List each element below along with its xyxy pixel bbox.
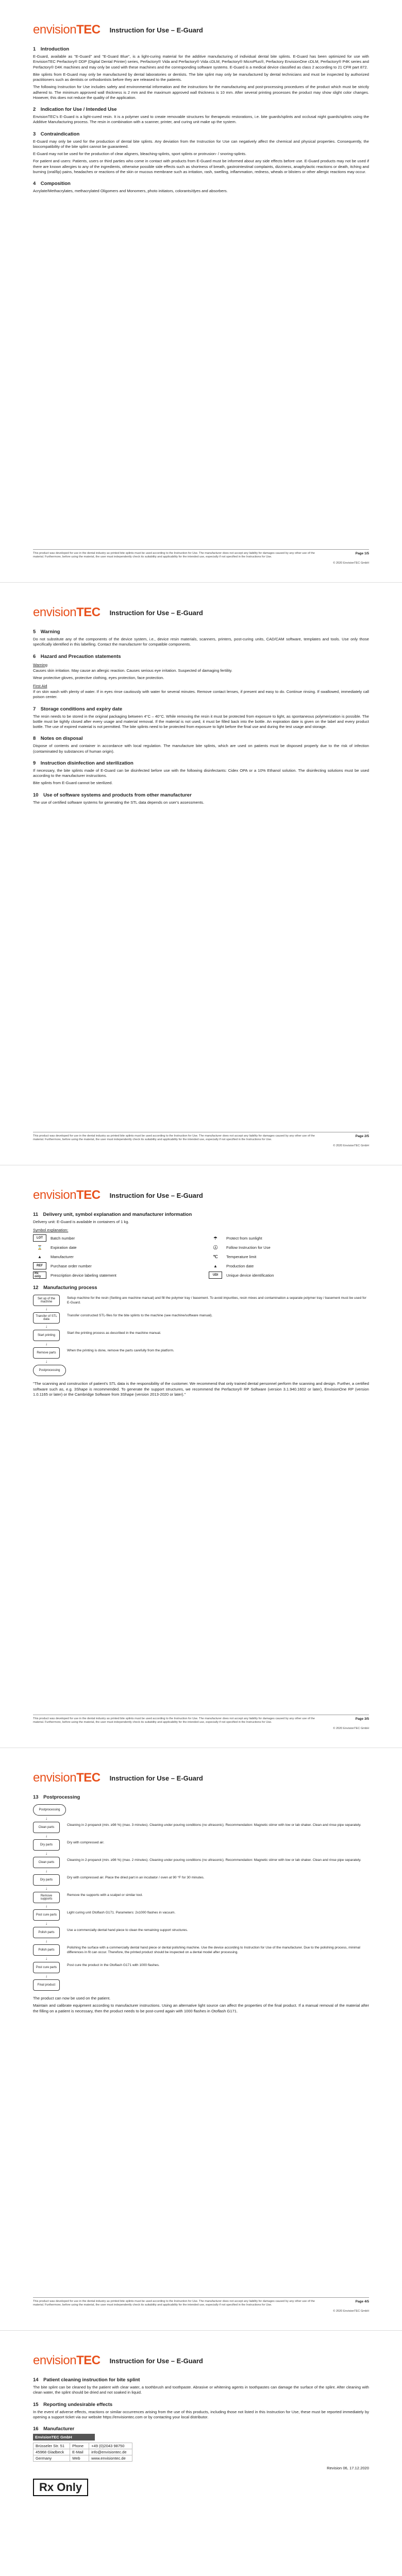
page-3 — [0, 1165, 402, 1748]
rx-only-badge: Rx Only — [33, 2479, 88, 2496]
flow-arrow: ↓ — [45, 1869, 47, 1873]
flow-step — [33, 1962, 369, 1973]
process-flow — [33, 1295, 369, 1376]
footer-text: This product was developed for use in the dental industry as printed bite splints must be used according to the Instruction for Use. The manufacturer does not accept any liability for damages caused by any other use of the material. Furthermore, before using the material, the user must independently check its suitability and applicability for the intended use, especially if not specified in the Instructions for Use. — [33, 1134, 315, 1142]
copyright: © 2020 EnvisionTEC GmbH — [333, 1144, 369, 1147]
address-line: Brüsseler Str. 51 — [34, 2443, 70, 2449]
section-title: 10 Use of software systems and products from other manufacturer — [33, 792, 192, 798]
flow-text: Cleaning in 2-propanol (min. ≥98 %) (max. 3 minutes). Cleaning under pouring conditions (no ultrasonic). Recommendation: Magnetic stirrer with low or lab shaker. Clean and rinse pipe separately. — [67, 1823, 361, 1827]
symbol-label: Production date — [226, 1263, 254, 1268]
symbol-entry — [33, 1262, 193, 1269]
paragraph: Acrylate/Methacrylates, methacrylated Oligomers and Monomers, photo initiators, colorants/dyes and absorbers. — [33, 189, 228, 193]
symbol-label: Expiration date — [51, 1245, 77, 1250]
brand-logo: envisionTEC — [33, 2353, 100, 2367]
page-number: Page 3/5 — [355, 1717, 369, 1721]
paragraph: E-Guard may only be used for the production of dental bite splints. Any deviation from the Instruction for Use can negatively affect the chemical and physical properties. Consequently, the biocompatibility of the bite splint cannot be guaranteed. — [33, 139, 369, 149]
paragraph: For patient and users: Patients, users or third parties who come in contact with products from E-Guard must be informed about any side effects before use. E-Guard products may not be used if there are known allergies to any of the ingredients, otherwise possible side effects such as shortness of breath, gastrointestinal complaints, dizziness, anaphylactic reactions or death, itching and burning (oral/lip) pains, headaches or reactions of the skin or mucous membrane such as irritation, rash, swelling, inflammation, redness, wheals or blisters or other allergic reactions may occur. — [33, 159, 369, 174]
footer-text: This product was developed for use in the dental industry as printed bite splints must be used according to the Instruction for Use. The manufacturer does not accept any liability for damages caused by any other use of the material. Furthermore, before using the material, the user must independently check its suitability and applicability for the intended use, especially if not specified in the Instructions for Use. — [33, 1717, 315, 1724]
copyright: © 2020 EnvisionTEC GmbH — [333, 2310, 369, 2313]
paragraph: Maintain and calibrate equipment according to manufacturer instructions. Using an alternative light source can affect the properties of the final product. If a manual removal of the material after the filling on a patient is necessary, then the product needs to be post-cured again with 1000 flashes in Otoflash G171. — [33, 2003, 369, 2013]
paragraph: The product can now be used on the patient. — [33, 1996, 111, 2001]
symbol-icon: ▲ — [213, 1263, 217, 1268]
page-number: Page 1/5 — [355, 552, 369, 555]
header-title: Instruction for Use – E-Guard — [109, 1774, 203, 1782]
brand-logo: envisionTEC — [33, 1188, 100, 1202]
flow-step — [33, 1347, 369, 1359]
section-title: 5 Warning — [33, 629, 60, 635]
symbol-label: Batch number — [51, 1235, 75, 1241]
flow-arrow: ↓ — [45, 1956, 47, 1961]
page-5 — [0, 2331, 402, 2576]
brand-logo: envisionTEC — [33, 23, 100, 37]
header-title: Instruction for Use – E-Guard — [109, 608, 203, 617]
flow-box: Remove parts — [33, 1347, 60, 1359]
paragraph: Bite splints from E-Guard cannot be sterilized. — [33, 781, 113, 786]
page-4 — [0, 1748, 402, 2331]
symbol-label: Manufacturer — [51, 1254, 74, 1259]
flow-box: Final product — [33, 1979, 60, 1991]
flow-box: Dry parts — [33, 1839, 60, 1851]
symbol-icon: ☂ — [213, 1235, 217, 1241]
section-title: 7 Storage conditions and expiry date — [33, 706, 123, 712]
flow-text: Remove the supports with a scalpel or similar tool. — [67, 1893, 143, 1897]
page-1 — [0, 0, 402, 583]
flow-arrow: ↓ — [45, 1307, 47, 1312]
flow-step — [33, 1365, 369, 1376]
page-header — [33, 605, 369, 620]
section-title: 8 Notes on disposal — [33, 736, 83, 742]
paragraph: If on skin wash with plenty of water. If in eyes rinse cautiously with water for several minutes. Remove contact lenses, if present and easy to do. Continue rinsing. If swallowed, immediately call poison center. — [33, 689, 369, 700]
section-title: 2 Indication for Use / Intended Use — [33, 107, 117, 112]
symbol-icon: ℃ — [213, 1254, 218, 1259]
paragraph: Bite splints from E-Guard may only be manufactured by dental laboratories or dentists. The bite splint may only be manufactured by dental technicians and must be inspected by authorized practitioners such as dentists or orthodontists before they are released to the patients. — [33, 72, 369, 82]
flow-arrow: ↓ — [45, 1834, 47, 1838]
manufacturer-name: EnvisionTEC GmbH — [33, 2434, 95, 2441]
flow-text: Start the printing process as described in the machine manual. — [67, 1331, 161, 1335]
contact-label: E-Mail — [70, 2449, 89, 2455]
brand-logo: envisionTEC — [33, 605, 100, 619]
section-title: 3 Contraindication — [33, 131, 80, 137]
flow-step — [33, 1892, 369, 1903]
flow-step — [33, 1944, 369, 1956]
flow-box: Postprocessing — [33, 1804, 66, 1816]
symbol-icon: ▲ — [38, 1254, 42, 1259]
flow-text: When the printing is done, remove the parts carefully from the platform. — [67, 1349, 174, 1353]
manufacturer-table — [33, 2443, 132, 2462]
flow-step — [33, 1295, 369, 1306]
flow-text: Setup machine for the resin (Setting are machine manual) and fill the polymer tray / basement. To avoid impurities, resin mixes and contamination a separate polymer tray / basement must be used for E-Guard. — [67, 1296, 366, 1305]
flow-text: Transfer constructed STL-files for the bite splints to the machine (see machine/software manual). — [67, 1314, 213, 1318]
flow-arrow: ↓ — [45, 1816, 47, 1821]
copyright: © 2020 EnvisionTEC GmbH — [333, 562, 369, 565]
page-header — [33, 2353, 369, 2368]
contact-value: +49 (0)2043 98750 — [89, 2443, 132, 2449]
paragraph: Delivery unit: E-Guard is available in containers of 1 kg. — [33, 1219, 129, 1224]
flow-box: Post cure parts — [33, 1962, 60, 1973]
paragraph: Wear protective gloves, protective clothing, eyes protection, face protection. — [33, 675, 164, 680]
flow-box: Post cure parts — [33, 1909, 60, 1921]
section-title: 14 Patient cleaning instruction for bite splint — [33, 2377, 140, 2383]
flow-arrow: ↓ — [45, 1904, 47, 1908]
flow-text: Use a commercially dental hand piece to clean the remaining support structures. — [67, 1928, 188, 1932]
paragraph: Do not substitute any of the components of the device system, i.e., device resin materials, scanners, printers, post-curing units, CAD/CAM software, templates and tools. Use only those specifically identified in this labelling. Contact the manufacturer for compatible components. — [33, 637, 369, 647]
symbol-label: Prescription device labeling statement — [51, 1273, 116, 1278]
flow-step — [33, 1804, 369, 1816]
symbol-label: Unique device identification — [226, 1273, 274, 1278]
section-title: 1 Introduction — [33, 46, 70, 52]
section-title: 12 Manufacturing process — [33, 1285, 97, 1291]
section-title: 9 Instruction disinfection and sterilization — [33, 760, 133, 766]
section-title: 4 Composition — [33, 181, 71, 187]
contact-value[interactable]: www.envisiontec.de — [89, 2455, 132, 2462]
flow-arrow: ↓ — [45, 1342, 47, 1347]
flow-step — [33, 1330, 369, 1341]
symbol-entry — [209, 1234, 369, 1242]
paragraph: Dispose of contents and container in accordance with local regulation. The manufacture bite splints, which are used on patients must be disposed properly due to the risk of infection (contaminated by substances of human origin). — [33, 743, 369, 754]
section-title: 13 Postprocessing — [33, 1794, 80, 1800]
flow-step — [33, 1909, 369, 1921]
flow-text: Light curing unit Otoflash G171. Parameters: 2x1000 flashes in vacuum. — [67, 1911, 176, 1914]
paragraph: EnvisionTEC's E-Guard is a light-cured resin. It is a polymer used to create removable structures for therapeutic restorations, i.e. bite guards/splints and occlusal night guards/splints using the Additive Manufacturing process. The resin in combination with a scanner, printer, and curing unit make up the system. — [33, 114, 369, 125]
symbol-icon: ⓘ — [213, 1245, 217, 1250]
address-line: Germany — [34, 2455, 70, 2462]
symbol-label: Purchase order number — [51, 1263, 92, 1268]
page-header — [33, 1771, 369, 1785]
symbol-entry — [209, 1244, 369, 1251]
page-footer — [33, 1132, 369, 1147]
symbol-icon: ⌛ — [37, 1245, 42, 1250]
flow-step — [33, 1874, 369, 1886]
page-footer — [33, 549, 369, 565]
section-title: 16 Manufacturer — [33, 2426, 75, 2432]
flow-box: Postprocessing — [33, 1365, 66, 1376]
page-2 — [0, 583, 402, 1165]
flow-text: Post cure the product in the Otoflash G171 with 1000 flashes. — [67, 1963, 160, 1967]
contact-label: Phone — [70, 2443, 89, 2449]
flow-step — [33, 1857, 369, 1868]
flow-step — [33, 1312, 369, 1324]
symbol-label: Protect from sunlight — [226, 1235, 262, 1241]
page-number: Page 2/5 — [355, 1134, 369, 1138]
flow-arrow: ↓ — [45, 1324, 47, 1329]
page-header — [33, 1188, 369, 1202]
flow-box: Transfer of STL data — [33, 1312, 60, 1324]
flow-box: Polish parts — [33, 1927, 60, 1938]
paragraph: Causes skin irritation. May cause an allergic reaction. Causes serious eye irritation. Suspected of damaging fertility. — [33, 668, 232, 673]
flow-arrow: ↓ — [45, 1886, 47, 1891]
section-title: 15 Reporting undesirable effects — [33, 2401, 113, 2408]
flow-step — [33, 1839, 369, 1851]
header-title: Instruction for Use – E-Guard — [109, 26, 203, 34]
paragraph: In the event of adverse effects, reactions or similar occurrences arising from the use of this products, including those not listed in this Instruction for Use, these must be reported immediately by opening a support ticket via our website https://envisiontec.com or by contacting your local distributor. — [33, 2409, 369, 2419]
section-title: 11 Delivery unit, symbol explanation and manufacturer information — [33, 1212, 192, 1217]
flow-text: Dry with compressed air. — [67, 1841, 105, 1844]
flow-text: Polishing the surface with a commercially dental hand piece or dental polishing machine. Use the device according to Instruction for Use of the manufacturer. Due to the polishing process, minimal differences in fit can occur. Therefore, the printed product should be inspected on a dental model after processing. — [67, 1946, 360, 1954]
paragraph: "The scanning and construction of patient's STL data is the responsibility of the customer. We recommend that only trained dental personnel perform the scanning and design. Further, a certified software such as, e.g. 3Shape is recommended. To generate the support structures, we recommend the Perfactory® RP Software (version 3.1.940.1602 or later), EnvisionOne RP (version 1.0.1165 or later) or the Cambridge Software from 3Shape (version 2013-2020 or later)." — [33, 1381, 369, 1397]
copyright: © 2020 EnvisionTEC GmbH — [333, 1727, 369, 1730]
footer-text: This product was developed for use in the dental industry as printed bite splints must be used according to the Instruction for Use. The manufacturer does not accept any liability for damages caused by any other use of the material. Furthermore, before using the material, the user must independently check its suitability and applicability for the intended use, especially if not specified in the Instructions for Use. — [33, 552, 315, 559]
postprocess-flow — [33, 1804, 369, 1991]
page-footer — [33, 2297, 369, 2313]
paragraph: E-Guard may not be used for the production of clear aligners, bleaching-splints, sport splints or protrusion- / snoring-splints. — [33, 151, 247, 156]
address-line: 45968 Gladbeck — [34, 2449, 70, 2455]
symbol-icon: UDI — [209, 1272, 222, 1279]
page-number: Page 4/5 — [355, 2300, 369, 2303]
symbol-entry — [209, 1262, 369, 1269]
header-title: Instruction for Use – E-Guard — [109, 2357, 203, 2365]
flow-arrow: ↓ — [45, 1359, 47, 1364]
revision: Revision 06, 17.12.2020 — [327, 2466, 369, 2470]
flow-arrow: ↓ — [45, 1921, 47, 1926]
symbol-entry — [33, 1253, 193, 1260]
subheading: First Aid — [33, 684, 47, 688]
symbol-icon: LOT — [33, 1234, 46, 1242]
paragraph: The resin needs to be stored in the original packaging between 4°C – 40°C. While removing the resin it must be protected from exposure to light, as spontaneous polymerization is possible. The bottle must be tightly closed after every usage and material removal. If the material is not used, it must be filled back into the bottle. An expiration date is given on the label and every product bottle. The use of expired material is not permitted. The bite splints need to be protected from exposure to light before the final use and during the test usage and storage. — [33, 714, 369, 729]
brand-logo: envisionTEC — [33, 1771, 100, 1785]
header-title: Instruction for Use – E-Guard — [109, 1191, 203, 1199]
flow-box: Dry parts — [33, 1874, 60, 1886]
symbol-label: Temperature limit — [226, 1254, 257, 1259]
footer-text: This product was developed for use in the dental industry as printed bite splints must be used according to the Instruction for Use. The manufacturer does not accept any liability for damages caused by any other use of the material. Furthermore, before using the material, the user must independently check its suitability and applicability for the intended use, especially if not specified in the Instructions for Use. — [33, 2300, 315, 2307]
flow-box: Clean parts — [33, 1857, 60, 1868]
subheading: Symbol explanation: — [33, 1228, 69, 1233]
flow-text: Cleaning in 2-propanol (min. ≥98 %) (max. 2 minutes). Cleaning under pouring conditions (no ultrasonic). Recommendation: Magnetic stirrer with low or lab shaker. Clean and rinse pipe separately. — [67, 1858, 361, 1862]
flow-step — [33, 1979, 369, 1991]
paragraph: The use of certified software systems for generating the STL data depends on user's assessments. — [33, 800, 205, 805]
symbol-label: Follow Instruction for Use — [226, 1245, 271, 1250]
symbol-entry — [33, 1244, 193, 1251]
symbol-icon: REF — [33, 1262, 46, 1269]
symbol-entry — [209, 1253, 369, 1260]
symbol-entry — [33, 1234, 193, 1242]
flow-arrow: ↓ — [45, 1939, 47, 1943]
flow-step — [33, 1927, 369, 1938]
flow-arrow: ↓ — [45, 1851, 47, 1856]
contact-value[interactable]: info@envisiontec.de — [89, 2449, 132, 2455]
symbol-icon: Rx only — [33, 1272, 46, 1279]
contact-label: Web — [70, 2455, 89, 2462]
section-title: 6 Hazard and Precaution statements — [33, 653, 121, 659]
paragraph: E-Guard, available as "E-Guard" and "E-Guard Blue", is a light-curing material for the additive manufacturing of individual dental bite splints. E-Guard has been optimized for use with EnvisionTEC Perfactory® DDP (Digital Dental Printer) series, Perfactory® Vida and Perfactory® Vida cDLM, Perfactory® MicroPlus®, Perfactory EnvisionOne cDLM, Perfactory® P4K series and Perfactory® D4K machines and may only be used with these machines and the corresponding software systems. E-Guard is a medical device classified as class 2 according to 21 CFR part 872. — [33, 54, 369, 70]
flow-box: Set up of the machine — [33, 1295, 60, 1306]
flow-text: Dry with compressed air. Place the dried part in an incubator / oven at 90 °F for 30 minutes. — [67, 1876, 205, 1879]
subheading: Warning — [33, 662, 47, 667]
page-footer — [33, 1715, 369, 1730]
symbol-grid — [33, 1234, 369, 1279]
flow-box: Remove supports — [33, 1892, 60, 1903]
symbol-entry — [33, 1272, 193, 1279]
flow-box: Clean parts — [33, 1822, 60, 1833]
page-header — [33, 23, 369, 37]
paragraph: The bite splint can be cleaned by the patient with clear water, a toothbrush and toothpaste. Abrasive or whitening agents in toothpastes can damage the surface of the splint. After cleaning with clean water, the splint should be dried and not soaked in liquid. — [33, 2385, 369, 2395]
paragraph: The following Instruction for Use includes safety and environmental information and the instructions for the manufacturing and post-processing procedures of the product which must be strictly adhered to. The minimum approved wall thickness is 2 mm and the maximum approved wall thickness is 10 mm. After several printing processes the product may show slight color changes. However, this does not reduce the quality of the application. — [33, 84, 369, 100]
flow-arrow: ↓ — [45, 1974, 47, 1978]
flow-box: Start printing — [33, 1330, 60, 1341]
symbol-entry — [209, 1272, 369, 1279]
flow-step — [33, 1822, 369, 1833]
paragraph: If necessary, the bite splints made of E-Guard can be disinfected before use with the following disinfectants: Cidex OPA or a 10% Ethanol solution. The disinfecting solutions must be used according to the manufacturer instructions. — [33, 768, 369, 778]
flow-box: Polish parts — [33, 1944, 60, 1956]
